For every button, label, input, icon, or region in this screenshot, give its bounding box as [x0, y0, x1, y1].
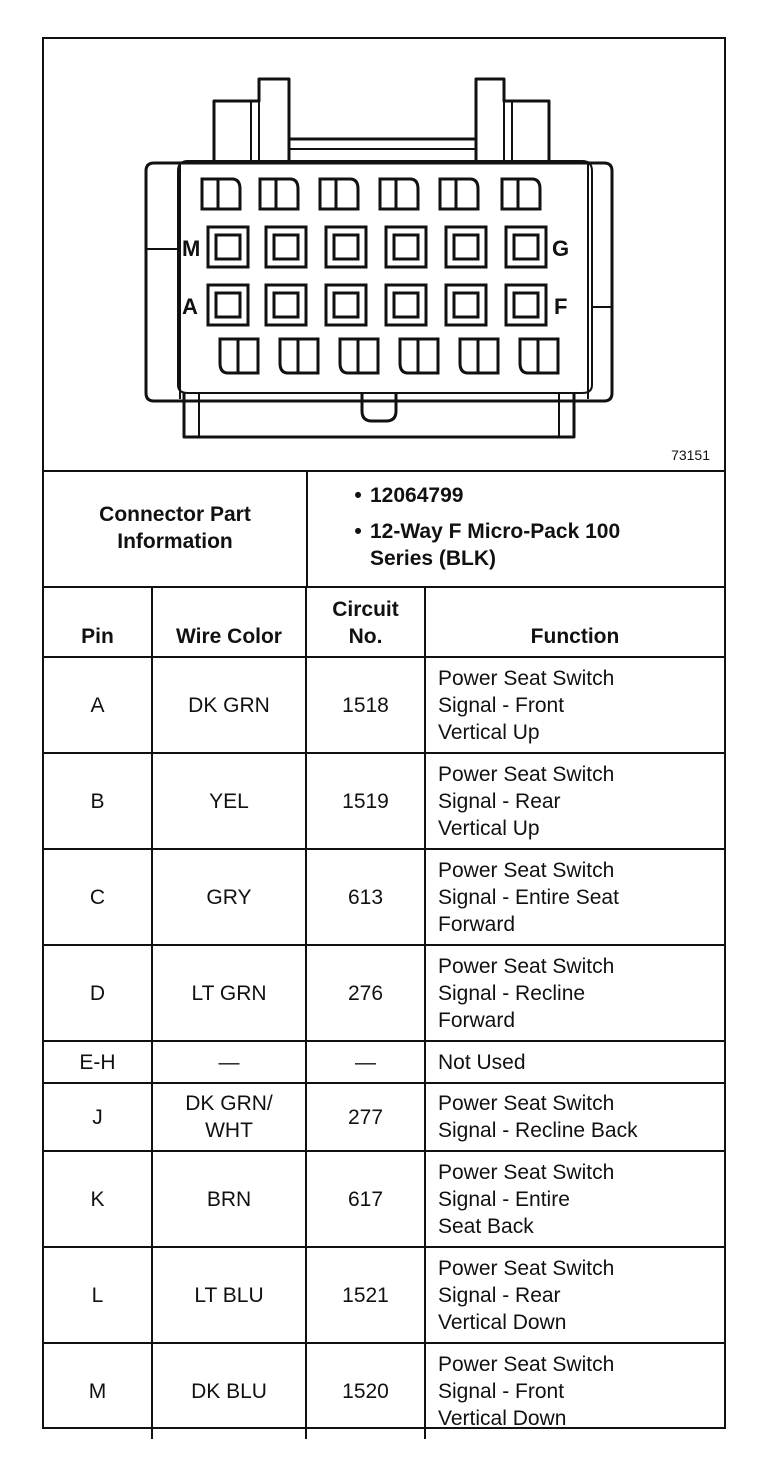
- wire-color-cell: YEL: [152, 753, 306, 849]
- circuit-cell: 1520: [306, 1343, 425, 1439]
- pin-cell: C: [44, 849, 152, 945]
- top-cavity-row: [202, 179, 540, 209]
- function-cell: Power Seat Switch Signal - Entire Seat Back: [425, 1151, 724, 1247]
- function-cell: Power Seat Switch Signal - Front Vertical Down: [425, 1343, 724, 1439]
- table-row: [44, 945, 724, 1041]
- bullet-icon: •: [354, 520, 362, 543]
- pin-cell: K: [44, 1151, 152, 1247]
- bullet-icon: •: [354, 484, 362, 507]
- header-circuit-no: Circuit No.: [306, 586, 425, 657]
- table-row: [44, 1083, 724, 1151]
- figure-number: 73151: [671, 447, 710, 463]
- list-item: [308, 518, 718, 572]
- header-function: Function: [425, 586, 724, 657]
- list-item: [308, 482, 718, 509]
- pin-cell: M: [44, 1343, 152, 1439]
- cavity-label-m: M: [182, 236, 201, 261]
- function-cell: Power Seat Switch Signal - Entire Seat Forward: [425, 849, 724, 945]
- table-row: [44, 1041, 724, 1083]
- circuit-cell: —: [306, 1041, 425, 1083]
- connector-diagram: [44, 39, 724, 472]
- cavity-label-f: F: [554, 294, 568, 319]
- wire-color-cell: LT BLU: [152, 1247, 306, 1343]
- cavity-label-g: G: [552, 236, 570, 261]
- circuit-cell: 617: [306, 1151, 425, 1247]
- table-header-row: [44, 586, 724, 657]
- circuit-cell: 1519: [306, 753, 425, 849]
- pin-cell: E-H: [44, 1041, 152, 1083]
- function-cell: Power Seat Switch Signal - Rear Vertical Up: [425, 753, 724, 849]
- connector-description: 12-Way F Micro-Pack 100 Series (BLK): [370, 520, 621, 570]
- header-pin: Pin: [44, 586, 152, 657]
- bottom-cavity-row: [220, 339, 558, 373]
- terminal-row-a-f: [208, 285, 546, 325]
- cavity-label-a: A: [182, 294, 198, 319]
- wire-color-cell: DK BLU: [152, 1343, 306, 1439]
- circuit-cell: 1521: [306, 1247, 425, 1343]
- table-row: [44, 849, 724, 945]
- circuit-cell: 277: [306, 1083, 425, 1151]
- wire-color-cell: LT GRN: [152, 945, 306, 1041]
- wire-color-cell: —: [152, 1041, 306, 1083]
- wire-color-cell: BRN: [152, 1151, 306, 1247]
- info-list: [308, 482, 718, 581]
- wire-color-cell: DK GRN/ WHT: [152, 1083, 306, 1151]
- function-cell: Power Seat Switch Signal - Recline Back: [425, 1083, 724, 1151]
- function-cell: Power Seat Switch Signal - Front Vertical Up: [425, 657, 724, 753]
- pin-cell: L: [44, 1247, 152, 1343]
- part-number: 12064799: [370, 484, 464, 507]
- pin-cell: D: [44, 945, 152, 1041]
- table-row: [44, 753, 724, 849]
- header-wire-color: Wire Color: [152, 586, 306, 657]
- circuit-cell: 276: [306, 945, 425, 1041]
- connector-part-info: [44, 470, 724, 588]
- connector-sheet: [42, 37, 726, 1429]
- function-cell: Power Seat Switch Signal - Rear Vertical Down: [425, 1247, 724, 1343]
- table-row: [44, 1343, 724, 1439]
- table-row: [44, 1151, 724, 1247]
- pin-cell: J: [44, 1083, 152, 1151]
- terminal-row-m-g: [208, 227, 546, 267]
- function-cell: Power Seat Switch Signal - Recline Forward: [425, 945, 724, 1041]
- connector-face-drawing: [44, 39, 724, 470]
- function-cell: Not Used: [425, 1041, 724, 1083]
- wire-color-cell: GRY: [152, 849, 306, 945]
- table-row: [44, 657, 724, 753]
- pin-table: [44, 586, 724, 1439]
- circuit-cell: 613: [306, 849, 425, 945]
- circuit-cell: 1518: [306, 657, 425, 753]
- table-row: [44, 1247, 724, 1343]
- wire-color-cell: DK GRN: [152, 657, 306, 753]
- pin-cell: B: [44, 753, 152, 849]
- info-label: Connector Part Information: [44, 470, 308, 586]
- pin-cell: A: [44, 657, 152, 753]
